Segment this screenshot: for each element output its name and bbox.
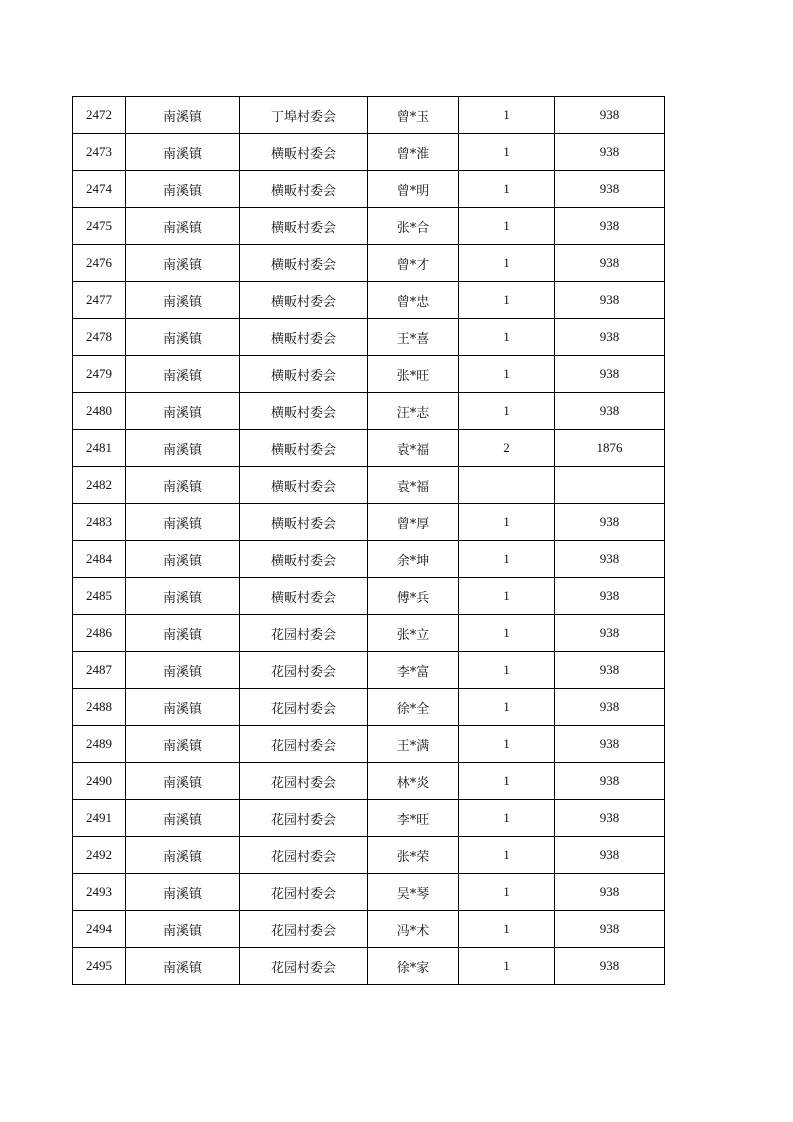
roster-table-body bbox=[73, 97, 665, 985]
count-cell bbox=[459, 467, 555, 504]
table-row bbox=[73, 245, 665, 282]
town-cell: 南溪镇 bbox=[126, 467, 240, 504]
amount-cell: 938 bbox=[555, 393, 665, 430]
serial-number-cell: 2477 bbox=[73, 282, 126, 319]
town-cell: 南溪镇 bbox=[126, 800, 240, 837]
village-committee-cell: 花园村委会 bbox=[240, 726, 368, 763]
count-cell: 1 bbox=[459, 874, 555, 911]
town-cell: 南溪镇 bbox=[126, 911, 240, 948]
count-cell: 1 bbox=[459, 245, 555, 282]
town-cell: 南溪镇 bbox=[126, 430, 240, 467]
serial-number-cell: 2472 bbox=[73, 97, 126, 134]
count-cell: 1 bbox=[459, 319, 555, 356]
serial-number-cell: 2483 bbox=[73, 504, 126, 541]
count-cell: 2 bbox=[459, 430, 555, 467]
amount-cell: 938 bbox=[555, 615, 665, 652]
table-row bbox=[73, 800, 665, 837]
village-committee-cell: 花园村委会 bbox=[240, 689, 368, 726]
name-cell: 曾*厚 bbox=[368, 504, 459, 541]
amount-cell: 938 bbox=[555, 578, 665, 615]
count-cell: 1 bbox=[459, 837, 555, 874]
table-row bbox=[73, 948, 665, 985]
count-cell: 1 bbox=[459, 356, 555, 393]
name-cell: 曾*才 bbox=[368, 245, 459, 282]
serial-number-cell: 2491 bbox=[73, 800, 126, 837]
serial-number-cell: 2474 bbox=[73, 171, 126, 208]
serial-number-cell: 2480 bbox=[73, 393, 126, 430]
table-row bbox=[73, 615, 665, 652]
village-committee-cell: 花园村委会 bbox=[240, 874, 368, 911]
town-cell: 南溪镇 bbox=[126, 615, 240, 652]
serial-number-cell: 2484 bbox=[73, 541, 126, 578]
village-committee-cell: 横畈村委会 bbox=[240, 171, 368, 208]
village-committee-cell: 横畈村委会 bbox=[240, 319, 368, 356]
table-row bbox=[73, 97, 665, 134]
table-row bbox=[73, 319, 665, 356]
amount-cell: 938 bbox=[555, 282, 665, 319]
count-cell: 1 bbox=[459, 504, 555, 541]
table-row bbox=[73, 911, 665, 948]
name-cell: 冯*术 bbox=[368, 911, 459, 948]
serial-number-cell: 2482 bbox=[73, 467, 126, 504]
town-cell: 南溪镇 bbox=[126, 97, 240, 134]
serial-number-cell: 2493 bbox=[73, 874, 126, 911]
serial-number-cell: 2485 bbox=[73, 578, 126, 615]
name-cell: 曾*明 bbox=[368, 171, 459, 208]
serial-number-cell: 2478 bbox=[73, 319, 126, 356]
amount-cell: 938 bbox=[555, 689, 665, 726]
village-committee-cell: 横畈村委会 bbox=[240, 282, 368, 319]
amount-cell: 938 bbox=[555, 726, 665, 763]
village-committee-cell: 花园村委会 bbox=[240, 763, 368, 800]
amount-cell: 938 bbox=[555, 356, 665, 393]
count-cell: 1 bbox=[459, 578, 555, 615]
table-row bbox=[73, 578, 665, 615]
roster-table bbox=[72, 96, 665, 985]
count-cell: 1 bbox=[459, 800, 555, 837]
name-cell: 张*立 bbox=[368, 615, 459, 652]
name-cell: 袁*福 bbox=[368, 430, 459, 467]
village-committee-cell: 花园村委会 bbox=[240, 652, 368, 689]
table-row bbox=[73, 689, 665, 726]
name-cell: 余*坤 bbox=[368, 541, 459, 578]
name-cell: 李*富 bbox=[368, 652, 459, 689]
village-committee-cell: 横畈村委会 bbox=[240, 430, 368, 467]
town-cell: 南溪镇 bbox=[126, 652, 240, 689]
amount-cell: 938 bbox=[555, 763, 665, 800]
count-cell: 1 bbox=[459, 948, 555, 985]
table-row bbox=[73, 467, 665, 504]
village-committee-cell: 花园村委会 bbox=[240, 948, 368, 985]
name-cell: 吴*琴 bbox=[368, 874, 459, 911]
amount-cell: 938 bbox=[555, 911, 665, 948]
town-cell: 南溪镇 bbox=[126, 504, 240, 541]
amount-cell: 938 bbox=[555, 134, 665, 171]
town-cell: 南溪镇 bbox=[126, 948, 240, 985]
village-committee-cell: 丁埠村委会 bbox=[240, 97, 368, 134]
count-cell: 1 bbox=[459, 97, 555, 134]
name-cell: 汪*志 bbox=[368, 393, 459, 430]
table-row bbox=[73, 541, 665, 578]
village-committee-cell: 横畈村委会 bbox=[240, 578, 368, 615]
town-cell: 南溪镇 bbox=[126, 726, 240, 763]
name-cell: 袁*福 bbox=[368, 467, 459, 504]
serial-number-cell: 2481 bbox=[73, 430, 126, 467]
amount-cell: 938 bbox=[555, 837, 665, 874]
town-cell: 南溪镇 bbox=[126, 282, 240, 319]
table-row bbox=[73, 652, 665, 689]
serial-number-cell: 2476 bbox=[73, 245, 126, 282]
amount-cell: 938 bbox=[555, 504, 665, 541]
name-cell: 曾*淮 bbox=[368, 134, 459, 171]
serial-number-cell: 2492 bbox=[73, 837, 126, 874]
count-cell: 1 bbox=[459, 763, 555, 800]
village-committee-cell: 横畈村委会 bbox=[240, 134, 368, 171]
amount-cell: 938 bbox=[555, 171, 665, 208]
name-cell: 张*旺 bbox=[368, 356, 459, 393]
table-row bbox=[73, 356, 665, 393]
name-cell: 张*合 bbox=[368, 208, 459, 245]
town-cell: 南溪镇 bbox=[126, 541, 240, 578]
amount-cell: 938 bbox=[555, 874, 665, 911]
table-row bbox=[73, 504, 665, 541]
village-committee-cell: 横畈村委会 bbox=[240, 504, 368, 541]
town-cell: 南溪镇 bbox=[126, 171, 240, 208]
town-cell: 南溪镇 bbox=[126, 763, 240, 800]
count-cell: 1 bbox=[459, 541, 555, 578]
name-cell: 李*旺 bbox=[368, 800, 459, 837]
serial-number-cell: 2479 bbox=[73, 356, 126, 393]
count-cell: 1 bbox=[459, 282, 555, 319]
name-cell: 曾*忠 bbox=[368, 282, 459, 319]
town-cell: 南溪镇 bbox=[126, 245, 240, 282]
table-row bbox=[73, 430, 665, 467]
village-committee-cell: 横畈村委会 bbox=[240, 541, 368, 578]
serial-number-cell: 2488 bbox=[73, 689, 126, 726]
name-cell: 徐*家 bbox=[368, 948, 459, 985]
village-committee-cell: 花园村委会 bbox=[240, 800, 368, 837]
name-cell: 徐*全 bbox=[368, 689, 459, 726]
village-committee-cell: 横畈村委会 bbox=[240, 356, 368, 393]
name-cell: 王*喜 bbox=[368, 319, 459, 356]
amount-cell: 938 bbox=[555, 245, 665, 282]
village-committee-cell: 花园村委会 bbox=[240, 837, 368, 874]
count-cell: 1 bbox=[459, 726, 555, 763]
count-cell: 1 bbox=[459, 615, 555, 652]
village-committee-cell: 横畈村委会 bbox=[240, 208, 368, 245]
town-cell: 南溪镇 bbox=[126, 689, 240, 726]
count-cell: 1 bbox=[459, 208, 555, 245]
amount-cell: 938 bbox=[555, 208, 665, 245]
count-cell: 1 bbox=[459, 134, 555, 171]
table-row bbox=[73, 393, 665, 430]
amount-cell: 938 bbox=[555, 652, 665, 689]
serial-number-cell: 2475 bbox=[73, 208, 126, 245]
amount-cell: 938 bbox=[555, 319, 665, 356]
table-row bbox=[73, 874, 665, 911]
serial-number-cell: 2490 bbox=[73, 763, 126, 800]
name-cell: 傅*兵 bbox=[368, 578, 459, 615]
count-cell: 1 bbox=[459, 652, 555, 689]
amount-cell: 938 bbox=[555, 541, 665, 578]
town-cell: 南溪镇 bbox=[126, 874, 240, 911]
name-cell: 曾*玉 bbox=[368, 97, 459, 134]
count-cell: 1 bbox=[459, 911, 555, 948]
count-cell: 1 bbox=[459, 393, 555, 430]
table-row bbox=[73, 726, 665, 763]
town-cell: 南溪镇 bbox=[126, 356, 240, 393]
serial-number-cell: 2489 bbox=[73, 726, 126, 763]
town-cell: 南溪镇 bbox=[126, 393, 240, 430]
amount-cell: 938 bbox=[555, 948, 665, 985]
name-cell: 王*满 bbox=[368, 726, 459, 763]
serial-number-cell: 2473 bbox=[73, 134, 126, 171]
table-row bbox=[73, 763, 665, 800]
count-cell: 1 bbox=[459, 689, 555, 726]
village-committee-cell: 花园村委会 bbox=[240, 615, 368, 652]
village-committee-cell: 花园村委会 bbox=[240, 911, 368, 948]
serial-number-cell: 2495 bbox=[73, 948, 126, 985]
village-committee-cell: 横畈村委会 bbox=[240, 245, 368, 282]
table-row bbox=[73, 208, 665, 245]
amount-cell: 1876 bbox=[555, 430, 665, 467]
amount-cell: 938 bbox=[555, 97, 665, 134]
serial-number-cell: 2486 bbox=[73, 615, 126, 652]
village-committee-cell: 横畈村委会 bbox=[240, 393, 368, 430]
town-cell: 南溪镇 bbox=[126, 578, 240, 615]
table-row bbox=[73, 134, 665, 171]
table-row bbox=[73, 171, 665, 208]
amount-cell: 938 bbox=[555, 800, 665, 837]
table-row bbox=[73, 837, 665, 874]
name-cell: 张*荣 bbox=[368, 837, 459, 874]
amount-cell bbox=[555, 467, 665, 504]
name-cell: 林*炎 bbox=[368, 763, 459, 800]
count-cell: 1 bbox=[459, 171, 555, 208]
table-row bbox=[73, 282, 665, 319]
village-committee-cell: 横畈村委会 bbox=[240, 467, 368, 504]
town-cell: 南溪镇 bbox=[126, 837, 240, 874]
serial-number-cell: 2487 bbox=[73, 652, 126, 689]
town-cell: 南溪镇 bbox=[126, 208, 240, 245]
town-cell: 南溪镇 bbox=[126, 319, 240, 356]
town-cell: 南溪镇 bbox=[126, 134, 240, 171]
serial-number-cell: 2494 bbox=[73, 911, 126, 948]
